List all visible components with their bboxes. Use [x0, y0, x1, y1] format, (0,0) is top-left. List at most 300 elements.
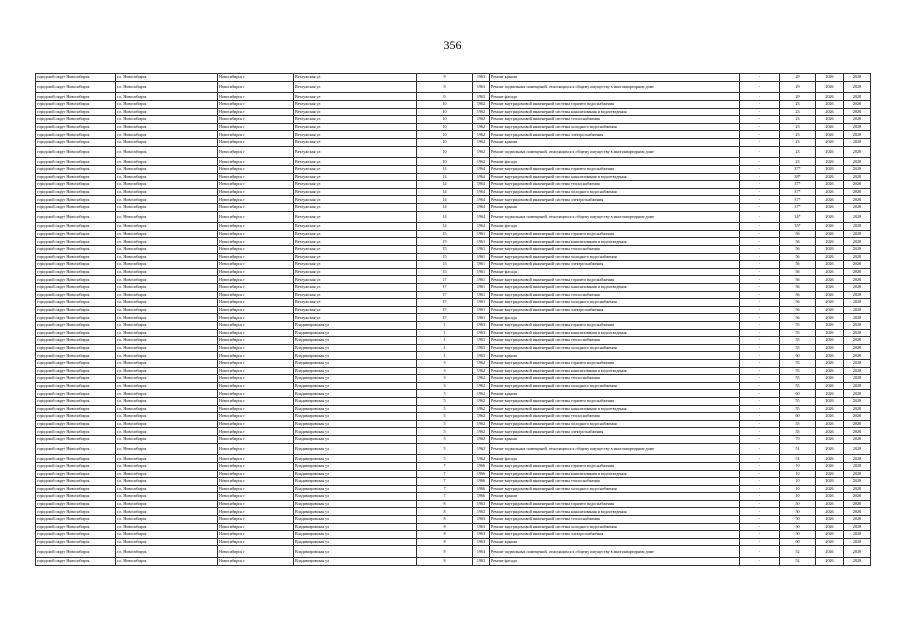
cell-street: Владимировская ул: [294, 329, 417, 337]
cell-start: 2026: [816, 314, 844, 322]
table-row: [36, 367, 871, 375]
cell-city: г.о. Новосибирск: [116, 314, 218, 322]
cell-work: Ремонт внутридомовой инженерной системы теплоснабжения: [490, 337, 740, 345]
cell-start: 2026: [816, 538, 844, 546]
cell-house: 1: [417, 329, 473, 337]
table-body: [36, 74, 871, 566]
cell-end: 2028: [844, 443, 871, 455]
cell-year: 1962: [473, 382, 490, 390]
cell-house: 14: [417, 165, 473, 173]
cell-city_short: Новосибирск г: [218, 238, 294, 246]
cell-city_short: Новосибирск г: [218, 523, 294, 531]
cell-start: 2026: [816, 382, 844, 390]
cell-dash: -: [740, 138, 780, 146]
cell-street: Ветлужская ул: [294, 253, 417, 261]
cell-end: 2028: [844, 546, 871, 558]
table-row: [36, 223, 871, 231]
cell-start: 2026: [816, 100, 844, 108]
cell-city_short: Новосибирск г: [218, 123, 294, 131]
cell-street: Ветлужская ул: [294, 284, 417, 292]
cell-year: 1962: [473, 390, 490, 398]
cell-work: Ремонт внутридомовой инженерной системы канализования и водоотведения: [490, 284, 740, 292]
cell-number: 56: [780, 253, 816, 261]
cell-start: 2026: [816, 397, 844, 405]
cell-work: Ремонт фасада: [490, 455, 740, 463]
cell-district: городской округ Новосибирск: [36, 116, 116, 124]
table-row: [36, 435, 871, 443]
cell-house: 7: [417, 493, 473, 501]
cell-district: городской округ Новосибирск: [36, 531, 116, 539]
cell-end: 2028: [844, 359, 871, 367]
cell-number: 35*: [780, 223, 816, 231]
cell-start: 2026: [816, 284, 844, 292]
table-row: [36, 100, 871, 108]
cell-end: 2028: [844, 523, 871, 531]
table-row: [36, 397, 871, 405]
cell-start: 2026: [816, 253, 844, 261]
cell-city_short: Новосибирск г: [218, 74, 294, 82]
cell-year: 1964: [473, 173, 490, 181]
cell-city: г.о. Новосибирск: [116, 181, 218, 189]
cell-street: Владимировская ул: [294, 397, 417, 405]
cell-city: г.о. Новосибирск: [116, 138, 218, 146]
cell-city: г.о. Новосибирск: [116, 306, 218, 314]
cell-number: 10: [780, 462, 816, 470]
cell-year: 1964: [473, 203, 490, 211]
cell-dash: -: [740, 508, 780, 516]
cell-work: Ремонт внутридомовой инженерной системы холодного водоснабжения: [490, 420, 740, 428]
cell-street: Ветлужская ул: [294, 230, 417, 238]
cell-start: 2026: [816, 478, 844, 486]
cell-year: 1966: [473, 485, 490, 493]
cell-work: Ремонт крыши: [490, 538, 740, 546]
table-row: [36, 253, 871, 261]
cell-number: 55: [780, 375, 816, 383]
cell-street: Ветлужская ул: [294, 138, 417, 146]
cell-dash: -: [740, 100, 780, 108]
cell-house: 17: [417, 299, 473, 307]
cell-city_short: Новосибирск г: [218, 81, 294, 93]
cell-work: Ремонт внутридомовой инженерной системы горячего водоснабжения: [490, 100, 740, 108]
cell-end: 2028: [844, 508, 871, 516]
cell-dash: -: [740, 397, 780, 405]
cell-number: 29: [780, 81, 816, 93]
cell-house: 14: [417, 181, 473, 189]
cell-city_short: Новосибирск г: [218, 268, 294, 276]
cell-number: 37*: [780, 203, 816, 211]
cell-street: Владимировская ул: [294, 546, 417, 558]
cell-city: г.о. Новосибирск: [116, 268, 218, 276]
cell-city: г.о. Новосибирск: [116, 276, 218, 284]
cell-start: 2026: [816, 493, 844, 501]
cell-end: 2028: [844, 203, 871, 211]
cell-house: 17: [417, 276, 473, 284]
cell-dash: -: [740, 165, 780, 173]
cell-number: 55: [780, 405, 816, 413]
cell-district: городской округ Новосибирск: [36, 246, 116, 254]
cell-district: городской округ Новосибирск: [36, 443, 116, 455]
cell-work: Ремонт внутридомовой инженерной системы холодного водоснабжения: [490, 382, 740, 390]
cell-end: 2028: [844, 100, 871, 108]
cell-dash: -: [740, 284, 780, 292]
cell-street: Ветлужская ул: [294, 131, 417, 139]
cell-year: 1964: [473, 165, 490, 173]
cell-start: 2026: [816, 196, 844, 204]
cell-street: Владимировская ул: [294, 538, 417, 546]
cell-work: Ремонт крыши: [490, 352, 740, 360]
cell-year: 1962: [473, 455, 490, 463]
cell-house: 8: [417, 516, 473, 524]
cell-street: Ветлужская ул: [294, 314, 417, 322]
cell-end: 2028: [844, 230, 871, 238]
cell-work: Ремонт внутридомовой инженерной системы канализования и водоотведения: [490, 508, 740, 516]
cell-number: 23: [780, 100, 816, 108]
cell-house: 8: [417, 500, 473, 508]
cell-city: г.о. Новосибирск: [116, 428, 218, 436]
cell-street: Владимировская ул: [294, 500, 417, 508]
cell-work: Ремонт внутридомовой инженерной системы теплоснабжения: [490, 516, 740, 524]
table-row: [36, 538, 871, 546]
cell-house: 15: [417, 261, 473, 269]
cell-street: Ветлужская ул: [294, 158, 417, 166]
cell-number: 50: [780, 523, 816, 531]
cell-city: г.о. Новосибирск: [116, 462, 218, 470]
cell-street: Владимировская ул: [294, 470, 417, 478]
cell-dash: -: [740, 238, 780, 246]
cell-city_short: Новосибирск г: [218, 211, 294, 223]
cell-dash: -: [740, 420, 780, 428]
cell-start: 2026: [816, 523, 844, 531]
cell-number: 23: [780, 108, 816, 116]
cell-dash: -: [740, 435, 780, 443]
cell-street: Владимировская ул: [294, 435, 417, 443]
cell-start: 2026: [816, 81, 844, 93]
cell-work: Ремонт внутридомовой инженерной системы электроснабжения: [490, 131, 740, 139]
cell-dash: -: [740, 462, 780, 470]
cell-year: 1963: [473, 329, 490, 337]
cell-dash: -: [740, 93, 780, 101]
cell-number: 52: [780, 558, 816, 566]
cell-street: Ветлужская ул: [294, 291, 417, 299]
cell-year: 1962: [473, 443, 490, 455]
cell-number: 29: [780, 74, 816, 82]
cell-year: 1963: [473, 322, 490, 330]
cell-house: 17: [417, 306, 473, 314]
cell-start: 2026: [816, 146, 844, 158]
cell-dash: -: [740, 181, 780, 189]
cell-start: 2026: [816, 306, 844, 314]
cell-number: 23: [780, 116, 816, 124]
table-row: [36, 196, 871, 204]
table-row: [36, 322, 871, 330]
cell-city: г.о. Новосибирск: [116, 500, 218, 508]
cell-number: 56: [780, 238, 816, 246]
cell-district: городской округ Новосибирск: [36, 138, 116, 146]
cell-city: г.о. Новосибирск: [116, 359, 218, 367]
cell-city: г.о. Новосибирск: [116, 299, 218, 307]
cell-city_short: Новосибирск г: [218, 306, 294, 314]
cell-end: 2028: [844, 435, 871, 443]
cell-city: г.о. Новосибирск: [116, 390, 218, 398]
table-row: [36, 375, 871, 383]
cell-house: 5: [417, 397, 473, 405]
cell-district: городской округ Новосибирск: [36, 123, 116, 131]
cell-end: 2028: [844, 276, 871, 284]
cell-house: 8: [417, 531, 473, 539]
table-row: [36, 352, 871, 360]
cell-work: Ремонт подвальных помещений, относящихся к общему имуществу в многоквартирном доме: [490, 443, 740, 455]
cell-city: г.о. Новосибирск: [116, 108, 218, 116]
cell-city_short: Новосибирск г: [218, 181, 294, 189]
table-row: [36, 546, 871, 558]
cell-work: Ремонт фасада: [490, 314, 740, 322]
cell-end: 2028: [844, 81, 871, 93]
cell-start: 2026: [816, 188, 844, 196]
cell-house: 14: [417, 188, 473, 196]
cell-street: Владимировская ул: [294, 352, 417, 360]
cell-work: Ремонт внутридомовой инженерной системы холодного водоснабжения: [490, 485, 740, 493]
table-row: [36, 268, 871, 276]
cell-street: Владимировская ул: [294, 390, 417, 398]
cell-district: городской округ Новосибирск: [36, 344, 116, 352]
table-row: [36, 131, 871, 139]
cell-city_short: Новосибирск г: [218, 462, 294, 470]
cell-start: 2026: [816, 291, 844, 299]
table-row: [36, 81, 871, 93]
cell-work: Ремонт внутридомовой инженерной системы канализования и водоотведения: [490, 405, 740, 413]
cell-street: Владимировская ул: [294, 337, 417, 345]
cell-district: городской округ Новосибирск: [36, 500, 116, 508]
cell-dash: -: [740, 188, 780, 196]
cell-street: Владимировская ул: [294, 405, 417, 413]
cell-district: городской округ Новосибирск: [36, 165, 116, 173]
cell-start: 2026: [816, 230, 844, 238]
cell-street: Ветлужская ул: [294, 196, 417, 204]
cell-number: 23: [780, 146, 816, 158]
table-row: [36, 493, 871, 501]
cell-district: городской округ Новосибирск: [36, 131, 116, 139]
cell-year: 1962: [473, 375, 490, 383]
cell-end: 2028: [844, 74, 871, 82]
cell-dash: -: [740, 131, 780, 139]
cell-house: 17: [417, 284, 473, 292]
cell-city_short: Новосибирск г: [218, 108, 294, 116]
cell-city_short: Новосибирск г: [218, 100, 294, 108]
cell-house: 7: [417, 485, 473, 493]
cell-district: городской округ Новосибирск: [36, 188, 116, 196]
cell-end: 2028: [844, 238, 871, 246]
cell-work: Ремонт внутридомовой инженерной системы горячего водоснабжения: [490, 165, 740, 173]
cell-year: 1961: [473, 306, 490, 314]
cell-start: 2026: [816, 108, 844, 116]
cell-city_short: Новосибирск г: [218, 443, 294, 455]
cell-city: г.о. Новосибирск: [116, 538, 218, 546]
cell-city_short: Новосибирск г: [218, 455, 294, 463]
cell-work: Ремонт внутридомовой инженерной системы теплоснабжения: [490, 116, 740, 124]
cell-district: городской округ Новосибирск: [36, 203, 116, 211]
cell-street: Владимировская ул: [294, 382, 417, 390]
cell-dash: -: [740, 382, 780, 390]
cell-city_short: Новосибирск г: [218, 322, 294, 330]
cell-work: Ремонт внутридомовой инженерной системы канализования и водоотведения: [490, 329, 740, 337]
cell-work: Ремонт внутридомовой инженерной системы теплоснабжения: [490, 181, 740, 189]
cell-year: 1961: [473, 276, 490, 284]
cell-street: Ветлужская ул: [294, 165, 417, 173]
cell-end: 2028: [844, 268, 871, 276]
cell-start: 2026: [816, 558, 844, 566]
cell-street: Ветлужская ул: [294, 100, 417, 108]
cell-district: городской округ Новосибирск: [36, 375, 116, 383]
cell-street: Владимировская ул: [294, 428, 417, 436]
cell-district: городской округ Новосибирск: [36, 390, 116, 398]
cell-district: городской округ Новосибирск: [36, 485, 116, 493]
cell-city: г.о. Новосибирск: [116, 196, 218, 204]
cell-street: Владимировская ул: [294, 367, 417, 375]
cell-house: 8: [417, 546, 473, 558]
cell-end: 2028: [844, 390, 871, 398]
cell-end: 2028: [844, 314, 871, 322]
cell-district: городской округ Новосибирск: [36, 329, 116, 337]
cell-city: г.о. Новосибирск: [116, 230, 218, 238]
cell-work: Ремонт подвальных помещений, относящихся к общему имуществу в многоквартирном доме: [490, 81, 740, 93]
cell-dash: -: [740, 211, 780, 223]
cell-city: г.о. Новосибирск: [116, 93, 218, 101]
cell-house: 1: [417, 322, 473, 330]
cell-number: 10: [780, 485, 816, 493]
cell-street: Ветлужская ул: [294, 93, 417, 101]
table-row: [36, 108, 871, 116]
table-row: [36, 485, 871, 493]
cell-work: Ремонт крыши: [490, 390, 740, 398]
cell-year: 1962: [473, 138, 490, 146]
cell-work: Ремонт внутридомовой инженерной системы горячего водоснабжения: [490, 462, 740, 470]
cell-city: г.о. Новосибирск: [116, 261, 218, 269]
cell-end: 2028: [844, 322, 871, 330]
cell-district: городской округ Новосибирск: [36, 478, 116, 486]
cell-end: 2028: [844, 428, 871, 436]
cell-work: Ремонт подвальных помещений, относящихся к общему имуществу в многоквартирном доме: [490, 546, 740, 558]
cell-city: г.о. Новосибирск: [116, 158, 218, 166]
cell-work: Ремонт внутридомовой инженерной системы холодного водоснабжения: [490, 344, 740, 352]
cell-year: 1963: [473, 538, 490, 546]
cell-year: 1962: [473, 108, 490, 116]
cell-number: 51: [780, 455, 816, 463]
cell-start: 2026: [816, 299, 844, 307]
cell-dash: -: [740, 146, 780, 158]
cell-district: городской округ Новосибирск: [36, 299, 116, 307]
page-number: 356: [443, 38, 462, 52]
cell-district: городской округ Новосибирск: [36, 268, 116, 276]
cell-number: 55: [780, 367, 816, 375]
cell-year: 1961: [473, 291, 490, 299]
cell-dash: -: [740, 455, 780, 463]
cell-district: городской округ Новосибирск: [36, 93, 116, 101]
cell-street: Ветлужская ул: [294, 146, 417, 158]
cell-number: 37*: [780, 181, 816, 189]
cell-house: 10: [417, 108, 473, 116]
cell-city_short: Новосибирск г: [218, 203, 294, 211]
cell-start: 2026: [816, 531, 844, 539]
cell-city_short: Новосибирск г: [218, 485, 294, 493]
cell-end: 2028: [844, 299, 871, 307]
cell-dash: -: [740, 276, 780, 284]
cell-dash: -: [740, 246, 780, 254]
cell-house: 5: [417, 420, 473, 428]
cell-start: 2026: [816, 329, 844, 337]
cell-city_short: Новосибирск г: [218, 352, 294, 360]
cell-city_short: Новосибирск г: [218, 276, 294, 284]
cell-year: 1963: [473, 337, 490, 345]
cell-number: 23: [780, 123, 816, 131]
cell-start: 2026: [816, 375, 844, 383]
table-row: [36, 443, 871, 455]
cell-dash: -: [740, 261, 780, 269]
cell-year: 1962: [473, 413, 490, 421]
cell-district: городской округ Новосибирск: [36, 238, 116, 246]
cell-start: 2026: [816, 268, 844, 276]
cell-number: 55: [780, 322, 816, 330]
cell-number: 50: [780, 500, 816, 508]
table-row: [36, 306, 871, 314]
cell-city_short: Новосибирск г: [218, 173, 294, 181]
table-row: [36, 390, 871, 398]
cell-year: 1961: [473, 284, 490, 292]
cell-year: 1962: [473, 146, 490, 158]
cell-end: 2028: [844, 413, 871, 421]
cell-district: городской округ Новосибирск: [36, 291, 116, 299]
cell-start: 2026: [816, 74, 844, 82]
cell-year: 1964: [473, 181, 490, 189]
cell-number: 55: [780, 329, 816, 337]
cell-city: г.о. Новосибирск: [116, 367, 218, 375]
cell-work: Ремонт подвальных помещений, относящихся к общему имуществу в многоквартирном доме: [490, 211, 740, 223]
cell-work: Ремонт подвальных помещений, относящихся к общему имуществу в многоквартирном доме: [490, 146, 740, 158]
cell-city_short: Новосибирск г: [218, 230, 294, 238]
cell-district: городской округ Новосибирск: [36, 558, 116, 566]
cell-end: 2028: [844, 196, 871, 204]
cell-work: Ремонт внутридомовой инженерной системы канализования и водоотведения: [490, 173, 740, 181]
cell-district: городской округ Новосибирск: [36, 108, 116, 116]
cell-end: 2028: [844, 158, 871, 166]
cell-work: Ремонт внутридомовой инженерной системы канализования и водоотведения: [490, 108, 740, 116]
cell-work: Ремонт внутридомовой инженерной системы холодного водоснабжения: [490, 253, 740, 261]
cell-end: 2028: [844, 246, 871, 254]
cell-start: 2026: [816, 93, 844, 101]
cell-start: 2026: [816, 158, 844, 166]
cell-start: 2026: [816, 138, 844, 146]
cell-street: Ветлужская ул: [294, 223, 417, 231]
cell-city: г.о. Новосибирск: [116, 397, 218, 405]
cell-street: Владимировская ул: [294, 359, 417, 367]
table-row: [36, 165, 871, 173]
cell-city_short: Новосибирск г: [218, 291, 294, 299]
cell-dash: -: [740, 123, 780, 131]
cell-work: Ремонт внутридомовой инженерной системы горячего водоснабжения: [490, 359, 740, 367]
cell-district: городской округ Новосибирск: [36, 196, 116, 204]
cell-house: 9: [417, 93, 473, 101]
cell-start: 2026: [816, 203, 844, 211]
table-row: [36, 455, 871, 463]
cell-year: 1962: [473, 420, 490, 428]
cell-year: 1962: [473, 100, 490, 108]
cell-dash: -: [740, 299, 780, 307]
cell-house: 14: [417, 211, 473, 223]
cell-house: 17: [417, 314, 473, 322]
cell-number: 37*: [780, 165, 816, 173]
table-row: [36, 344, 871, 352]
cell-city_short: Новосибирск г: [218, 413, 294, 421]
cell-city: г.о. Новосибирск: [116, 435, 218, 443]
